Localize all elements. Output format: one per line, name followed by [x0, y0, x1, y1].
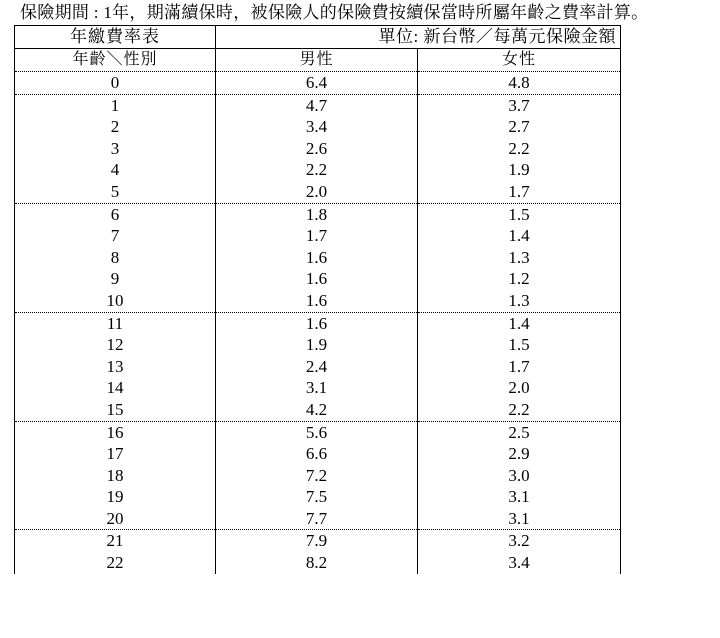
age-cell: 13: [106, 356, 124, 376]
male-rate-cell: 1.6: [216, 247, 418, 269]
female-rate-cell: 3.0: [418, 465, 621, 487]
table-title: 年繳費率表: [15, 26, 216, 49]
table-row: [15, 247, 621, 269]
age-cell: 7: [110, 226, 120, 246]
table-row: [15, 116, 621, 138]
female-rate-cell: 2.5: [418, 421, 621, 443]
table-row: [15, 508, 621, 530]
table-row: [15, 421, 621, 443]
table-row: [15, 530, 621, 552]
age-cell: 2: [110, 117, 120, 137]
table-row: [15, 138, 621, 160]
male-rate-cell: 6.6: [216, 443, 418, 465]
column-header-age-gender: 年齡＼性別: [15, 49, 216, 72]
age-cell: 19: [106, 487, 124, 507]
age-cell: 1: [110, 95, 120, 115]
male-rate-cell: 5.6: [216, 421, 418, 443]
age-cell: 12: [106, 335, 124, 355]
age-cell: 21: [106, 531, 124, 551]
age-cell: 0: [15, 72, 216, 95]
male-rate-cell: 2.0: [216, 181, 418, 203]
male-rate-cell: 1.6: [216, 312, 418, 334]
female-rate-cell: 3.2: [418, 530, 621, 552]
male-rate-cell: 4.2: [216, 399, 418, 421]
female-rate-cell: 1.3: [418, 290, 621, 312]
table-title-row: [15, 26, 621, 49]
column-header-male: 男性: [216, 49, 418, 72]
female-rate-cell: 3.1: [418, 508, 621, 530]
age-cell: 17: [106, 444, 124, 464]
table-row: [15, 94, 621, 116]
male-rate-cell: 1.9: [216, 334, 418, 356]
table-row: [15, 356, 621, 378]
female-rate-cell: 1.7: [418, 356, 621, 378]
unit-note: 單位: 新台幣／每萬元保險金額: [216, 26, 621, 49]
age-cell: 14: [106, 378, 124, 398]
female-rate-cell: 1.4: [418, 312, 621, 334]
age-cell: 10: [15, 290, 216, 312]
column-header-female: 女性: [418, 49, 621, 72]
female-rate-cell: 4.8: [418, 72, 621, 95]
female-rate-cell: 1.4: [418, 225, 621, 247]
table-row: [15, 334, 621, 356]
female-rate-cell: 2.7: [418, 116, 621, 138]
table-row: [15, 72, 621, 95]
age-cell: 11: [106, 313, 124, 333]
male-rate-cell: 6.4: [216, 72, 418, 95]
table-row: [15, 225, 621, 247]
age-cell: 3: [110, 138, 120, 158]
annual-premium-rate-table: [14, 25, 621, 574]
table-row: [15, 159, 621, 181]
female-rate-cell: 2.9: [418, 443, 621, 465]
male-rate-cell: 7.7: [216, 508, 418, 530]
age-cell: 16: [106, 422, 124, 442]
table-row: [15, 486, 621, 508]
male-rate-cell: 3.1: [216, 377, 418, 399]
male-rate-cell: 3.4: [216, 116, 418, 138]
male-rate-cell: 1.6: [216, 290, 418, 312]
column-header-row: [15, 49, 621, 72]
female-rate-cell: 3.1: [418, 486, 621, 508]
male-rate-cell: 1.8: [216, 203, 418, 225]
table-row: [15, 399, 621, 421]
female-rate-cell: 1.5: [418, 334, 621, 356]
female-rate-cell: 2.0: [418, 377, 621, 399]
female-rate-cell: 1.9: [418, 159, 621, 181]
male-rate-cell: 1.6: [216, 268, 418, 290]
policy-period-note: 保險期間 : 1年，期滿續保時，被保險人的保險費按續保當時所屬年齡之費率計算。: [20, 3, 649, 22]
male-rate-cell: 2.4: [216, 356, 418, 378]
table-row: [15, 268, 621, 290]
table-row: [15, 552, 621, 574]
male-rate-cell: 7.2: [216, 465, 418, 487]
female-rate-cell: 3.7: [418, 94, 621, 116]
table-row: [15, 203, 621, 225]
age-cell: 20: [15, 508, 216, 530]
age-cell: 4: [110, 160, 120, 180]
male-rate-cell: 2.2: [216, 159, 418, 181]
male-rate-cell: 1.7: [216, 225, 418, 247]
table-row: [15, 377, 621, 399]
table-row: [15, 312, 621, 334]
female-rate-cell: 1.3: [418, 247, 621, 269]
male-rate-cell: 8.2: [216, 552, 418, 574]
age-cell: 22: [106, 553, 124, 573]
table-row: [15, 465, 621, 487]
male-rate-cell: 7.9: [216, 530, 418, 552]
female-rate-cell: 2.2: [418, 138, 621, 160]
male-rate-cell: 7.5: [216, 486, 418, 508]
age-cell: 5: [15, 181, 216, 203]
age-cell: 18: [106, 465, 124, 485]
table-row: [15, 443, 621, 465]
male-rate-cell: 2.6: [216, 138, 418, 160]
female-rate-cell: 1.7: [418, 181, 621, 203]
female-rate-cell: 1.5: [418, 203, 621, 225]
table-row: [15, 290, 621, 312]
age-cell: 8: [110, 247, 120, 267]
age-cell: 15: [15, 399, 216, 421]
male-rate-cell: 4.7: [216, 94, 418, 116]
age-cell: 9: [110, 269, 120, 289]
female-rate-cell: 1.2: [418, 268, 621, 290]
female-rate-cell: 3.4: [418, 552, 621, 574]
female-rate-cell: 2.2: [418, 399, 621, 421]
table-row: [15, 181, 621, 203]
age-cell: 6: [110, 204, 120, 224]
